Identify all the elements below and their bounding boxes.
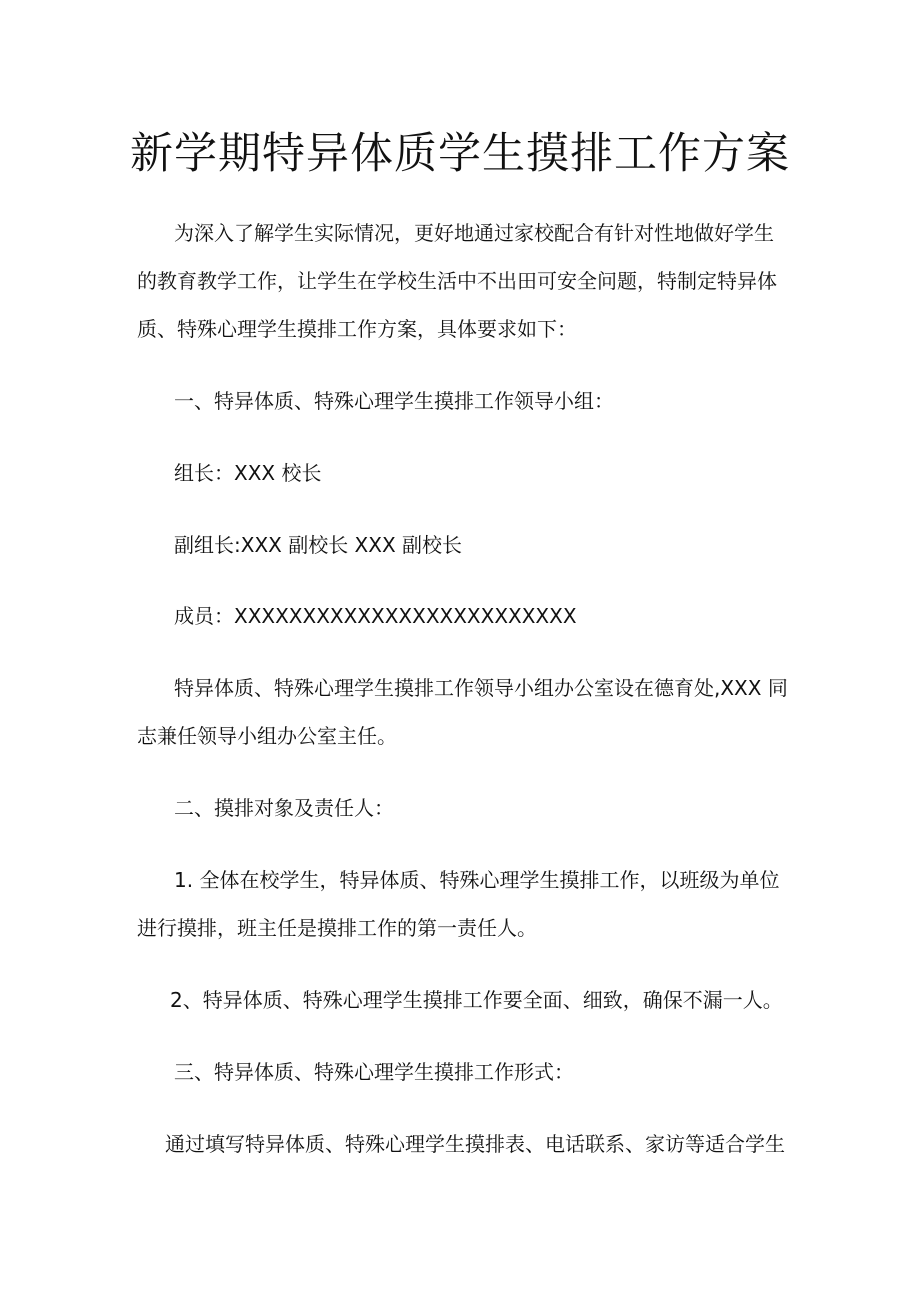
office-line-2: 志兼任领导小组办公室主任。	[137, 724, 397, 748]
deputy-leader-line: 副组长:XXX 副校长 XXX 副校长	[174, 533, 463, 557]
item-2-line: 2、特异体质、特殊心理学生摸排工作要全面、细致，确保不漏一人。	[170, 988, 783, 1012]
intro-line-1: 为深入了解学生实际情况，更好地通过家校配合有针对性地做好学生	[174, 221, 774, 245]
group-leader-line: 组长：XXX 校长	[174, 461, 322, 485]
office-line-1: 特异体质、特殊心理学生摸排工作领导小组办公室设在德育处,XXX 同	[174, 676, 788, 700]
item-1-line-1: 1. 全体在校学生，特异体质、特殊心理学生摸排工作，以班级为单位	[174, 868, 780, 892]
item-1-line-2: 进行摸排，班主任是摸排工作的第一责任人。	[137, 916, 537, 940]
document-title: 新学期特异体质学生摸排工作方案	[130, 129, 790, 179]
section-1-heading: 一、特异体质、特殊心理学生摸排工作领导小组：	[174, 389, 614, 413]
members-line: 成员：XXXXXXXXXXXXXXXXXXXXXXXXX	[174, 604, 577, 628]
intro-line-3: 质、特殊心理学生摸排工作方案，具体要求如下：	[137, 317, 577, 341]
intro-line-2: 的教育教学工作，让学生在学校生活中不出田可安全问题，特制定特异体	[137, 269, 777, 293]
section-3-heading: 三、特异体质、特殊心理学生摸排工作形式：	[174, 1060, 574, 1084]
section-2-heading: 二、摸排对象及责任人：	[174, 796, 394, 820]
section-3-line-1: 通过填写特异体质、特殊心理学生摸排表、电话联系、家访等适合学生	[165, 1132, 785, 1156]
